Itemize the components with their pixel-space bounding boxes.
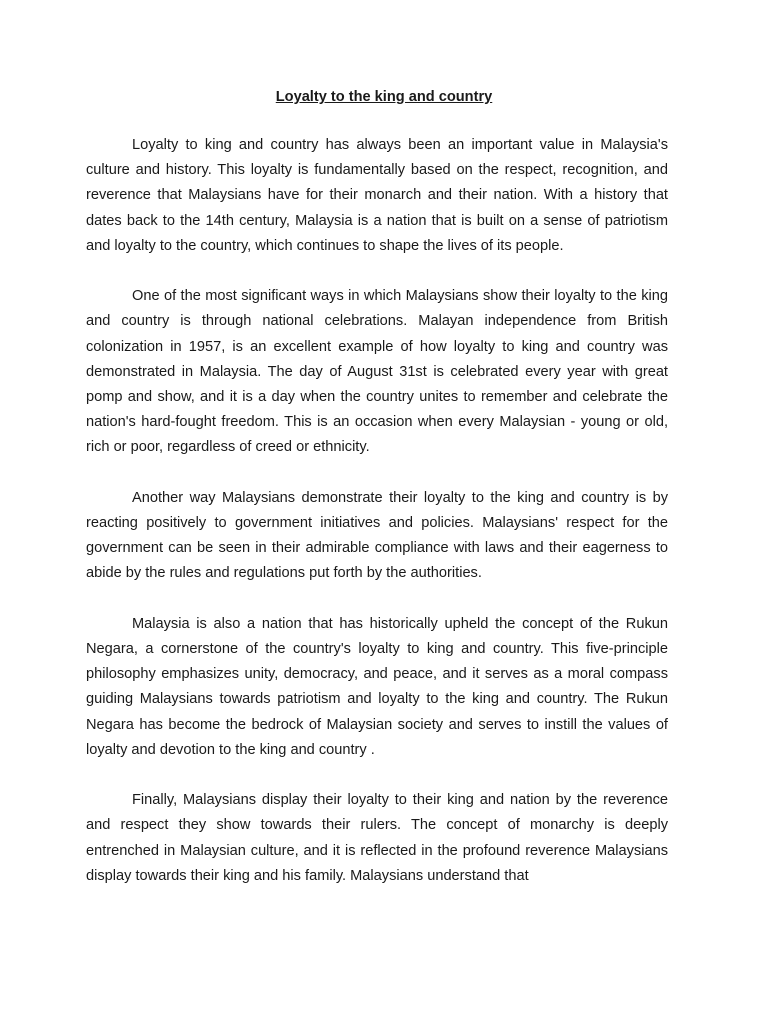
paragraph-5: Finally, Malaysians display their loyalty to their king and nation by the reverence and respect they show towards their rulers. The concept of monarchy is deeply entrenched in Malaysian culture, and it is reflected in the profound reverence Malaysians display towards their king and his family. Malaysians understand that	[86, 792, 668, 884]
paragraph-1: Loyalty to king and country has always been an important value in Malaysia's culture and history. This loyalty is fundamentally based on the respect, recognition, and reverence that Malaysians have for their monarch and their nation. With a history that dates back to the 14th century, Malaysia is a nation that is built on a sense of patriotism and loyalty to the country, which continues to shape the lives of its people.	[86, 137, 668, 254]
document-title: Loyalty to the king and country	[275, 89, 493, 105]
paragraph-3: Another way Malaysians demonstrate their loyalty to the king and country is by reacting positively to government initiatives and policies. Malaysians' respect for the government can be seen in their admirable compliance with laws and their eagerness to abide by the rules and regulations put forth by the authorities.	[86, 489, 668, 582]
document-body	[86, 133, 668, 889]
paragraph-2: One of the most significant ways in which Malaysians show their loyalty to the king and country is through national celebrations. Malayan independence from British colonization in 1957, is an excellent example of how loyalty to king and country was demonstrated in Malaysia. The day of August 31st is celebrated every year with great pomp and show, and it is a day when the country unites to remember and celebrate the nation's hard-fought freedom. This is an occasion when every Malaysian - young or old, rich or poor, regardless of creed or ethnicity.	[86, 288, 668, 456]
paragraph-4: Malaysia is also a nation that has historically upheld the concept of the Rukun Negara, a cornerstone of the country's loyalty to king and country. This five-principle philosophy emphasizes unity, democracy, and peace, and it serves as a moral compass guiding Malaysians towards patriotism and loyalty to the king and country. The Rukun Negara has become the bedrock of Malaysian society and serves to instill the values of loyalty and devotion to the king and country .	[86, 615, 668, 758]
